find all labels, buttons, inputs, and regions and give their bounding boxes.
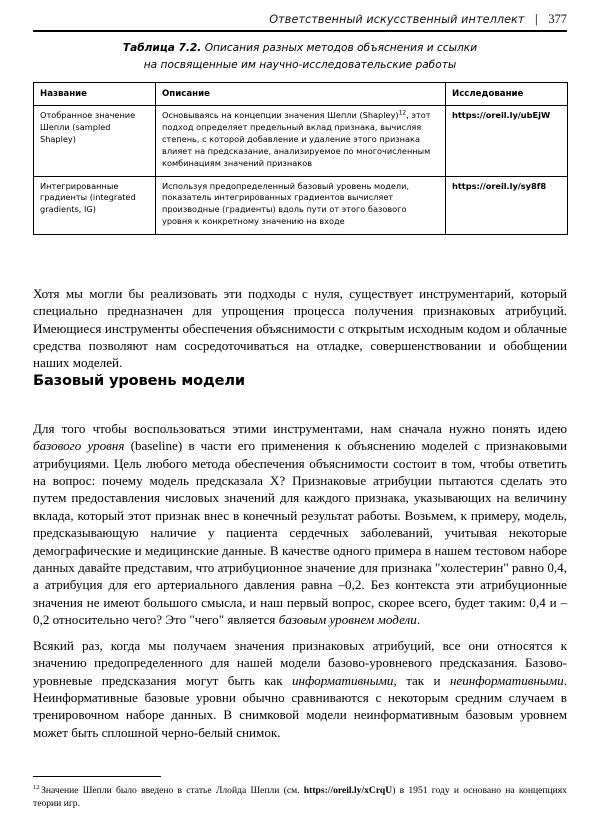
description-text-pre: Основываясь на концепции значения Шепли (Shapley) (162, 110, 399, 120)
cell-method-name: Интегрированные градиенты (integrated gradients, IG) (34, 176, 156, 235)
emphasis-uninformative: неинформативными (449, 672, 564, 688)
description-text-post: , этот подход определяет предельный вклад признака, вычисляя степень, с которой добавление и удаление этого признака влияет на предсказание, анализируемое по многочисленным комбинациям значений признаков (162, 110, 431, 168)
running-head (33, 12, 567, 27)
emphasis-informative: информативными (291, 672, 394, 688)
cell-study-link[interactable]: https://oreil.ly/sy8f8 (446, 176, 568, 235)
footnote-text-post: ) в 1951 году и основано на концепциях теории игр. (33, 785, 567, 810)
footnote-link[interactable]: https://oreil.ly/xCrqU (303, 785, 393, 796)
paragraph-baseline-definition (33, 420, 567, 628)
footnote-text-pre: Значение Шепли было введено в статье Ллойда Шепли (см. (41, 785, 304, 796)
section-heading: Базовый уровень модели (33, 372, 245, 389)
table-header-row (34, 83, 568, 106)
running-head-separator: | (534, 13, 539, 26)
emphasis-baseline-level: базового уровня (33, 438, 125, 454)
emphasis-model-baseline: базовым уровнем модели (278, 611, 417, 627)
table-caption (60, 40, 540, 73)
cell-method-description (156, 106, 446, 177)
cell-study-link[interactable]: https://oreil.ly/ubEjW (446, 106, 568, 177)
cell-method-name: Отобранное значение Шепли (sampled Shapley) (34, 106, 156, 177)
footnote-number: 12 (33, 783, 40, 791)
paragraph-3-part-3: . Неинформативные базовые уровни обычно сравниваются с некоторым средним случаем в тренировочном наборе данных. В снимковой модели неинформативным базовым уровнем может быть сплошной черно-белый снимок. (33, 672, 567, 740)
paragraph-3-part-1: Всякий раз, когда мы получаем значения признаковых атрибуций, все они относятся к значению предопределенного для нашей модели базово-уровневого предсказания. Базово-уровневые предсказания могут быть как (33, 638, 567, 688)
table-row (34, 176, 568, 235)
paragraph-2-part-1: Для того чтобы воспользоваться этими инструментами, нам сначала нужно понять идею (33, 421, 567, 437)
footnote (33, 784, 567, 810)
table-caption-line1: Описания разных методов объяснения и ссылки (201, 42, 478, 54)
header-rule (33, 30, 567, 32)
page-number: 377 (548, 12, 567, 26)
footnote-marker: 12 (398, 109, 407, 117)
footnote-separator-rule (33, 776, 161, 777)
table-row (34, 106, 568, 177)
column-header-name: Название (34, 83, 156, 106)
paragraph-intro: Хотя мы могли бы реализовать эти подходы с нуля, существует инструментарий, который специально предназначен для упрощения процесса получения признаковых атрибуций. Имеющиеся инструменты обеспечения объяснимости с открытым исходным кодом и облачные средства позволяют нам сосредоточиваться на отладке, совершенствовании и обобщении наших моделей. (33, 286, 567, 371)
methods-table (33, 82, 568, 235)
paragraph-informative-baselines (33, 637, 567, 741)
paragraph-2-part-3: . (416, 611, 421, 627)
table-caption-line2: на посвященные им научно-исследовательские работы (143, 58, 457, 71)
table-caption-number: Таблица 7.2. (122, 42, 202, 54)
paragraph-3-part-2: , так и (393, 672, 450, 688)
cell-method-description: Используя предопределенный базовый уровень модели, показатель интегрированных градиентов вычисляет производные (градиенты) вдоль пути от этого базового уровня к конкретному значению на входе (156, 176, 446, 235)
paragraph-2-part-2: (baseline) в части его применения к объяснению моделей с признаковыми атрибуциями. Цель любого метода обеспечения объяснимости состоит в том, чтобы ответить на вопрос: почему модель предсказала X? Признаковые атрибуции пытаются сделать это путем предоставления числовых значений для каждого признака, указывающих на величину вклада, который этот признак внес в конечный результат работы. Возьмем, к примеру, модель, предсказывающую наличие у пациента сердечных заболеваний, учитывая некоторые демографические и медицинские данные. В качестве одного примера в нашем тестовом наборе данных давайте представим, что атрибуционное значение для признака "холестерин" равно 0,4, а атрибуция для его артериального давления равна –0,2. Без контекста эти атрибуционные значения не имеют большого смысла, и наш первый вопрос, скорее всего, будет таким: 0,4 и –0,2 относительно чего? Это "чего" является (33, 438, 567, 627)
running-head-title: Ответственный искусственный интеллект (269, 13, 525, 26)
methods-table-wrapper (33, 82, 567, 235)
column-header-description: Описание (156, 83, 446, 106)
column-header-study: Исследование (446, 83, 568, 106)
